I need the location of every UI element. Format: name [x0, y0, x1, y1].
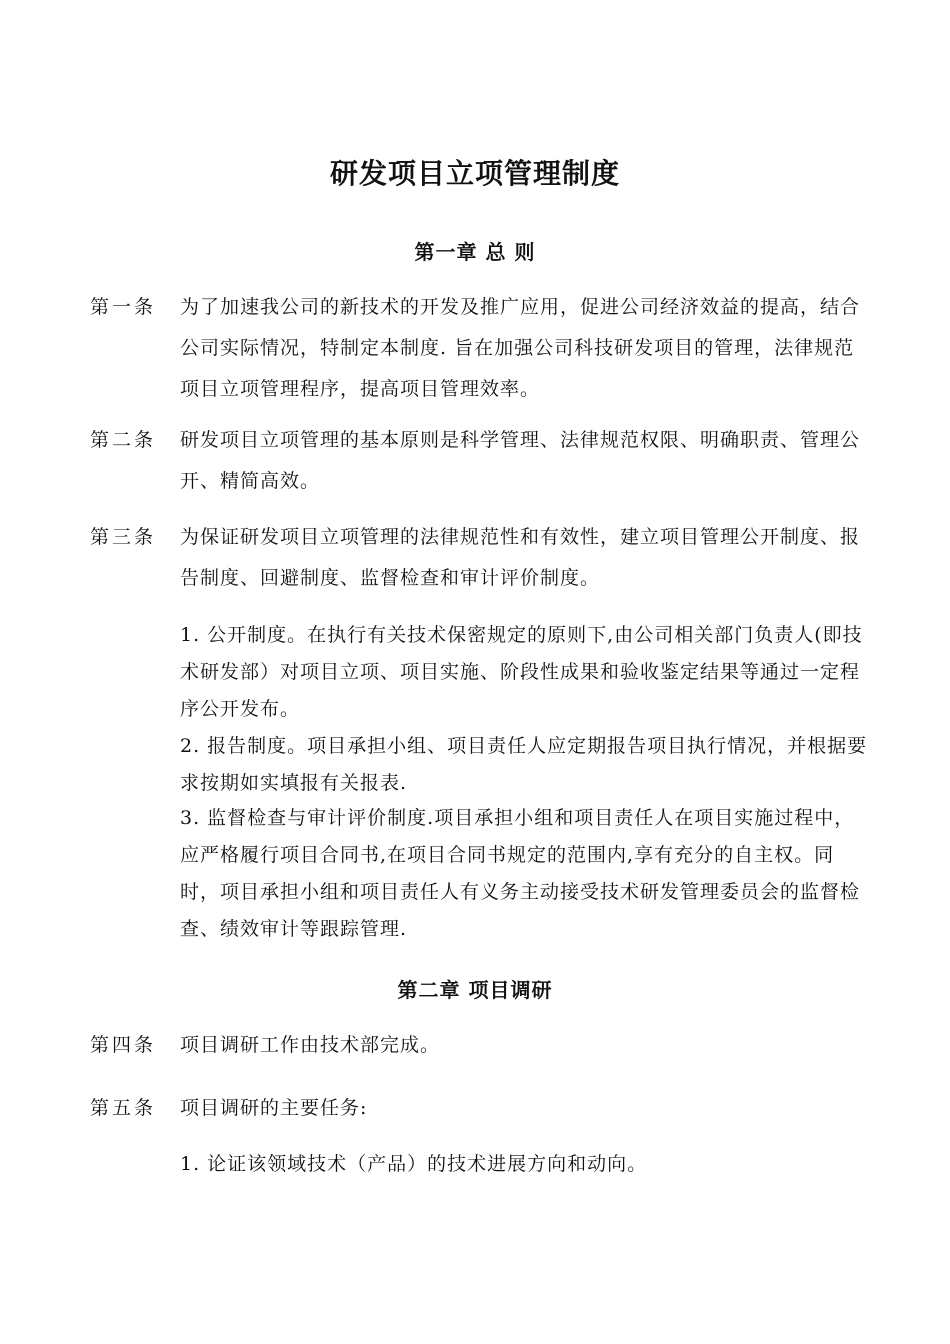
article-text: 为保证研发项目立项管理的法律规范性和有效性，建立项目管理公开制度、报告制度、回避制度、监督检查和审计评价制度。	[180, 526, 861, 589]
list-item: 1. 公开制度。在执行有关技术保密规定的原则下,由公司相关部门负责人(即技术研发部）对项目立项、项目实施、阶段性成果和验收鉴定结果等通过一定程序公开发布。	[180, 624, 863, 720]
article	[90, 420, 870, 502]
article	[90, 287, 870, 410]
list-item: 2. 报告制度。项目承担小组、项目责任人应定期报告项目执行情况，并根据要求按期如实填报有关报表.	[180, 735, 868, 794]
chapter-heading: 第二章 项目调研	[397, 978, 553, 1002]
article-text: 项目调研工作由技术部完成。	[180, 1034, 441, 1056]
article-label: 第五条	[90, 1097, 157, 1119]
article-text: 项目调研的主要任务:	[180, 1097, 368, 1119]
document-title: 研发项目立项管理制度	[329, 157, 620, 190]
article	[90, 1025, 870, 1066]
article-text: 为了加速我公司的新技术的开发及推广应用，促进公司经济效益的提高，结合公司实际情况，特制定本制度. 旨在加强公司科技研发项目的管理，法律规范项目立项管理程序，提高项目管理效率。	[180, 296, 861, 400]
article-label: 第四条	[90, 1034, 157, 1056]
chapter-heading: 第一章 总 则	[414, 240, 536, 264]
article	[90, 1088, 870, 1129]
article-text: 研发项目立项管理的基本原则是科学管理、法律规范权限、明确职责、管理公开、精简高效。	[180, 429, 861, 492]
article-label: 第三条	[90, 526, 157, 548]
article-label: 第一条	[90, 296, 157, 318]
article	[90, 517, 870, 599]
list-item: 1. 论证该领域技术（产品）的技术进展方向和动向。	[180, 1153, 648, 1175]
article-label: 第二条	[90, 429, 157, 451]
list-item: 3. 监督检查与审计评价制度.项目承担小组和项目责任人在项目实施过程中，应严格履行项目合同书,在项目合同书规定的范围内,享有充分的自主权。同时，项目承担小组和项目责任人有义务主动接受技术研发管理委员会的监督检查、绩效审计等跟踪管理.	[180, 807, 861, 940]
